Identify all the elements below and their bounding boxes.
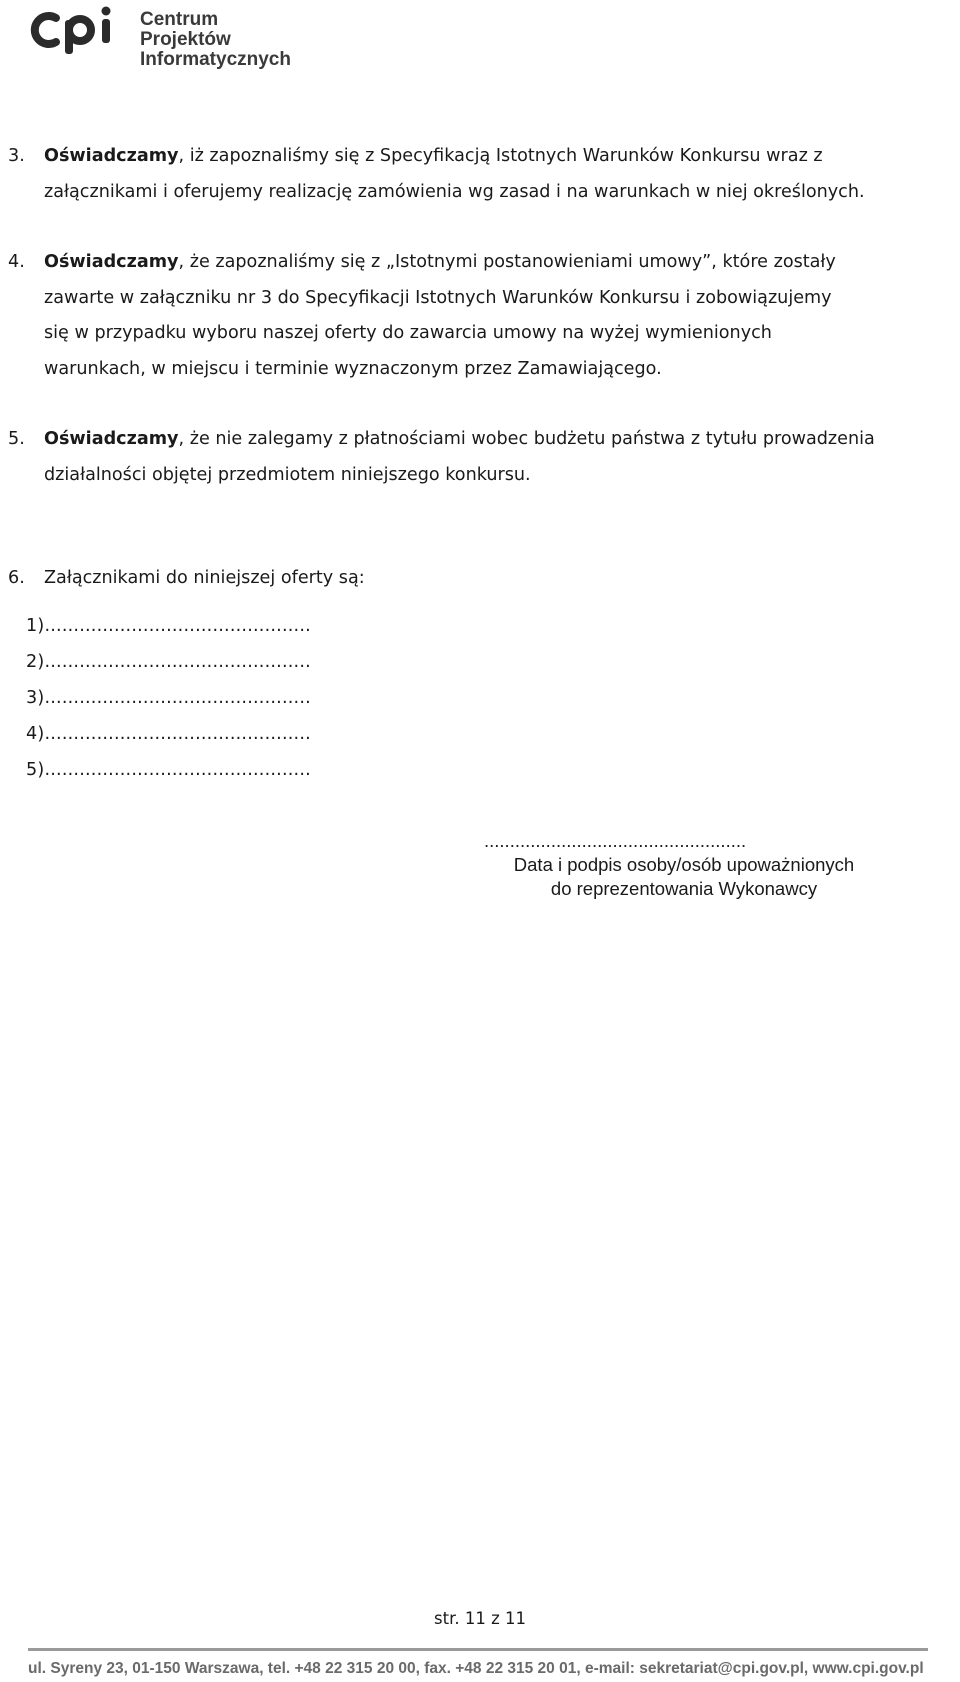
section-3-text bbox=[44, 139, 956, 210]
section-4-line-3: się w przypadku wyboru naszej oferty do zawarcia umowy na wyżej wymienionych bbox=[44, 323, 772, 343]
section-4-text bbox=[44, 245, 956, 387]
attachment-slot-4: 4).............................................. bbox=[26, 724, 311, 744]
section-6-line-1: Załącznikami do niniejszej oferty są: bbox=[44, 568, 365, 588]
section-4-line-4: warunkach, w miejscu i terminie wyznaczonym przez Zamawiającego. bbox=[44, 358, 662, 379]
section-6-number: 6. bbox=[8, 568, 25, 588]
section-3-number: 3. bbox=[8, 146, 25, 166]
footer-rule bbox=[28, 1648, 928, 1651]
section-4-line-1: , że zapoznaliśmy się z „Istotnymi postanowieniami umowy”, które zostały bbox=[178, 252, 836, 272]
footer-contact: ul. Syreny 23, 01-150 Warszawa, tel. +48 22 315 20 00, fax. +48 22 315 20 01, e-mail: sekretariat@cpi.gov.pl, www.cpi.gov.pl bbox=[28, 1660, 924, 1677]
section-3-lead: Oświadczamy bbox=[44, 146, 179, 166]
section-3-line-2: załącznikami i oferujemy realizację zamówienia wg zasad i na warunkach w niej określonych. bbox=[44, 181, 865, 202]
cpi-logo-mark bbox=[22, 4, 132, 56]
section-5-text bbox=[44, 422, 956, 493]
attachment-slot-1: 1).............................................. bbox=[26, 616, 311, 636]
section-6-text bbox=[44, 561, 956, 597]
section-5-line-2: działalności objętej przedmiotem niniejszego konkursu. bbox=[44, 464, 531, 485]
section-3-line-1: , iż zapoznaliśmy się z Specyfikacją Istotnych Warunków Konkursu wraz z bbox=[178, 146, 823, 166]
logo-line-1: Centrum Projektów bbox=[140, 9, 231, 50]
section-4-number: 4. bbox=[8, 252, 25, 272]
attachment-slot-5: 5).............................................. bbox=[26, 760, 311, 780]
section-4-line-2: zawarte w załączniku nr 3 do Specyfikacji Istotnych Warunków Konkursu i zobowiązujemy bbox=[44, 287, 832, 308]
logo-wordmark bbox=[140, 10, 302, 70]
signature-caption-line-2: do reprezentowania Wykonawcy bbox=[550, 877, 818, 899]
logo-line-2: Informatycznych bbox=[140, 49, 291, 70]
signature-caption-line-1: Data i podpis osoby/osób upoważnionych bbox=[513, 854, 855, 875]
attachment-slot-2: 2).............................................. bbox=[26, 652, 311, 672]
section-4-lead: Oświadczamy bbox=[44, 252, 179, 272]
section-5-number: 5. bbox=[8, 429, 25, 449]
signature-dots: ................................................... bbox=[484, 830, 747, 851]
attachment-slot-3: 3).............................................. bbox=[26, 688, 311, 708]
cpi-logo bbox=[22, 4, 302, 70]
signature-caption bbox=[474, 853, 894, 900]
section-5-lead: Oświadczamy bbox=[44, 429, 179, 449]
page-number: str. 11 z 11 bbox=[434, 1609, 526, 1628]
section-5-line-1: , że nie zalegamy z płatnościami wobec budżetu państwa z tytułu prowadzenia bbox=[178, 429, 875, 449]
